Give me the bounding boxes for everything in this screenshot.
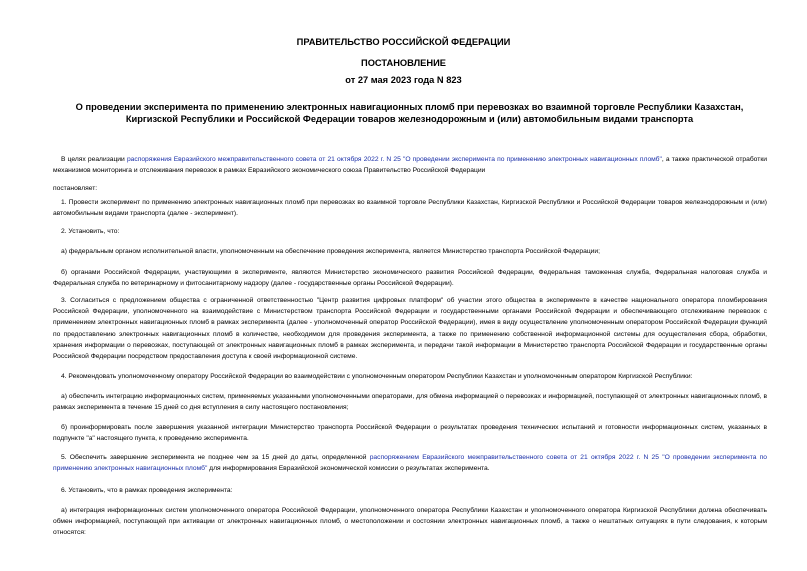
- document-type: ПОСТАНОВЛЕНИЕ: [361, 58, 446, 68]
- paragraph-5: [53, 452, 767, 474]
- government-header: ПРАВИТЕЛЬСТВО РОССИЙСКОЙ ФЕДЕРАЦИИ: [296, 37, 511, 47]
- paragraph-6a: а) интеграция информационных систем уполномоченного оператора Российской Федерации, уполномоченного оператора Республики Казахстан и уполномоченного оператора Киргизской Республики должна обеспечивать обмен информацией, поступающей при активации от электронных навигационных пломб, о местоположении и состоянии электронных навигационных пломб, а также о нештатных ситуациях в пути следования, к которым относятся:: [53, 507, 767, 537]
- preamble-suffix: , а также практической отработки механизмов мониторинга и отслеживания перевозок в рамках Евразийского экономического союза Правительство Российской Федерации: [53, 156, 767, 175]
- preamble: [53, 154, 767, 176]
- paragraph-5-suffix: для информирования Евразийской экономической комиссии о результатах эксперимента.: [207, 465, 490, 473]
- paragraph-2: 2. Установить, что:: [61, 228, 120, 235]
- preamble-prefix: В целях реализации: [61, 156, 127, 163]
- paragraph-5-prefix: 5. Обеспечить завершение эксперимента не позднее чем за 15 дней до даты, определенной: [61, 454, 370, 461]
- paragraph-5-link[interactable]: распоряжением Евразийского межправительственного совета от 21 октября 2022 г. N 25 "О проведении эксперимента по применению электронных навигационных пломб": [53, 454, 767, 473]
- paragraph-1: 1. Провести эксперимент по применению электронных навигационных пломб при перевозках во взаимной торговле Республики Казахстан, Киргизской Республики и Российской Федерации товаров железнодорожным и (или) автомобильным видами транспорта (далее - эксперимент).: [53, 199, 767, 218]
- paragraph-4: 4. Рекомендовать уполномоченному оператору Российской Федерации во взаимодействии с уполномоченным оператором Республики Казахстан и уполномоченным оператором Киргизской Республики:: [61, 373, 693, 380]
- paragraph-6: 6. Установить, что в рамках проведения эксперимента:: [61, 487, 233, 494]
- paragraph-2b: б) органами Российской Федерации, участвующими в эксперименте, являются Министерство экономического развития Российской Федерации, Федеральная таможенная служба, Федеральная налоговая служба и Федеральная служба по ветеринарному и фитосанитарному надзору (далее - государственные органы Российской Федерации).: [53, 269, 767, 288]
- decree-word: постановляет:: [53, 185, 98, 192]
- document-title: О проведении эксперимента по применению электронных навигационных пломб при перевозках во взаимной торговле Республики Казахстан, Киргизской Республики и Российской Федерации товаров железнодорожным и (или) автомобильным видами транспорта: [75, 102, 744, 124]
- paragraph-3: 3. Согласиться с предложением общества с ограниченной ответственностью "Центр развития цифровых платформ" об участии этого общества в эксперименте в качестве национального оператора пломбирования Российской Федерации, уполномоченного на взаимодействие с Министерством транспорта Российской Федерации и государственными органами Российской Федерации и обеспечивающего отслеживание перевозок с применением электронных навигационных пломб в рамках эксперимента (далее - уполномоченный оператор Российской Федерации), имея в виду осуществление уполномоченным оператором Российской Федерации функций по предоставлению электронных навигационных пломб в количестве, необходимом для проведения эксперимента, а также по применению собственной информационной системы для осуществления сбора, обработки, хранения информации о перевозках, поступающей от электронных навигационных пломб в рамках эксперимента, и передачи такой информации в Министерство транспорта Российской Федерации и государственные органы Российской Федерации посредством предоставления доступа к своей информационной системе.: [53, 297, 767, 361]
- paragraph-2a: а) федеральным органом исполнительной власти, уполномоченным на обеспечение проведения эксперимента, является Министерство транспорта Российской Федерации;: [61, 248, 601, 255]
- preamble-link[interactable]: распоряжения Евразийского межправительственного совета от 21 октября 2022 г. N 25 "О проведении эксперимента по применению электронных навигационных пломб": [126, 156, 662, 163]
- paragraph-4b: б) проинформировать после завершения указанной интеграции Министерство транспорта Российской Федерации о результатах проведения технических испытаний и готовности информационных систем, указанных в подпункте "а" настоящего пункта, к проведению эксперимента.: [53, 424, 767, 443]
- paragraph-4a: а) обеспечить интеграцию информационных систем, применяемых указанными уполномоченными операторами, для обмена информацией о перевозках и информацией, поступающей от электронных навигационных пломб, в рамках эксперимента в течение 15 дней со дня вступления в силу настоящего постановления;: [53, 393, 767, 412]
- document-date-number: от 27 мая 2023 года N 823: [345, 75, 462, 85]
